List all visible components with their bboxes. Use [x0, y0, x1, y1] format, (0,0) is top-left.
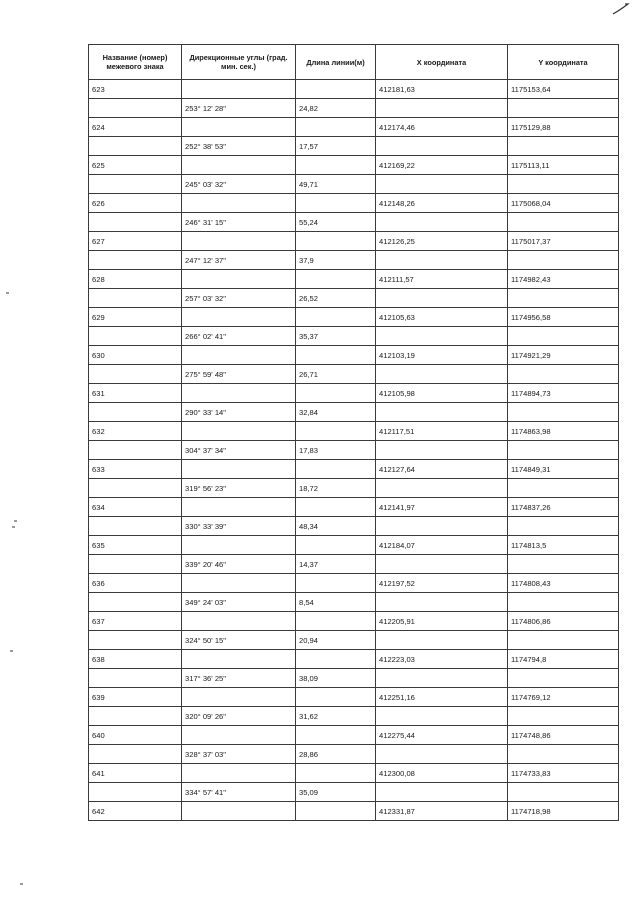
point-y-cell: 1174921,29 — [508, 346, 619, 365]
empty-cell — [296, 574, 376, 593]
point-y-cell: 1174956,58 — [508, 308, 619, 327]
empty-cell — [508, 213, 619, 232]
segment-angle-cell: 304° 37' 34" — [182, 441, 296, 460]
segment-angle-cell: 246° 31' 15" — [182, 213, 296, 232]
segment-angle-cell: 324° 50' 15" — [182, 631, 296, 650]
empty-cell — [89, 669, 182, 688]
point-y-cell: 1174863,98 — [508, 422, 619, 441]
empty-cell — [296, 384, 376, 403]
empty-cell — [508, 669, 619, 688]
segment-length-cell: 48,34 — [296, 517, 376, 536]
table-row-point — [89, 422, 619, 441]
table-row-point — [89, 574, 619, 593]
empty-cell — [376, 745, 508, 764]
point-x-cell: 412184,07 — [376, 536, 508, 555]
empty-cell — [89, 289, 182, 308]
empty-cell — [296, 156, 376, 175]
point-x-cell: 412169,22 — [376, 156, 508, 175]
scan-speck — [14, 520, 17, 522]
empty-cell — [182, 346, 296, 365]
empty-cell — [508, 593, 619, 612]
segment-length-cell: 55,24 — [296, 213, 376, 232]
point-name-cell: 638 — [89, 650, 182, 669]
empty-cell — [376, 327, 508, 346]
point-name-cell: 628 — [89, 270, 182, 289]
segment-angle-cell: 328° 37' 03" — [182, 745, 296, 764]
empty-cell — [182, 802, 296, 821]
table-row-point — [89, 346, 619, 365]
empty-cell — [89, 327, 182, 346]
point-y-cell: 1174769,12 — [508, 688, 619, 707]
empty-cell — [182, 460, 296, 479]
segment-angle-cell: 319° 56' 23" — [182, 479, 296, 498]
table-row-segment — [89, 213, 619, 232]
point-x-cell: 412181,63 — [376, 80, 508, 99]
point-x-cell: 412223,03 — [376, 650, 508, 669]
segment-length-cell: 17,57 — [296, 137, 376, 156]
point-x-cell: 412111,57 — [376, 270, 508, 289]
segment-length-cell: 24,82 — [296, 99, 376, 118]
empty-cell — [296, 650, 376, 669]
empty-cell — [508, 631, 619, 650]
table-row-segment — [89, 251, 619, 270]
empty-cell — [89, 593, 182, 612]
table-row-segment — [89, 631, 619, 650]
empty-cell — [376, 631, 508, 650]
segment-length-cell: 28,86 — [296, 745, 376, 764]
segment-length-cell: 49,71 — [296, 175, 376, 194]
point-x-cell: 412331,87 — [376, 802, 508, 821]
segment-length-cell: 37,9 — [296, 251, 376, 270]
point-y-cell: 1175153,64 — [508, 80, 619, 99]
empty-cell — [89, 631, 182, 650]
segment-angle-cell: 334° 57' 41" — [182, 783, 296, 802]
table-row-point — [89, 764, 619, 783]
empty-cell — [508, 745, 619, 764]
empty-cell — [182, 118, 296, 137]
empty-cell — [376, 365, 508, 384]
segment-angle-cell: 252° 38' 53" — [182, 137, 296, 156]
empty-cell — [89, 441, 182, 460]
table-row-point — [89, 498, 619, 517]
empty-cell — [89, 175, 182, 194]
point-name-cell: 625 — [89, 156, 182, 175]
empty-cell — [376, 289, 508, 308]
empty-cell — [508, 479, 619, 498]
point-y-cell: 1174982,43 — [508, 270, 619, 289]
table-header-row — [89, 45, 619, 80]
empty-cell — [376, 251, 508, 270]
table-body — [89, 80, 619, 821]
segment-angle-cell: 266° 02' 41" — [182, 327, 296, 346]
header-name: Название (номер) межевого знака — [89, 45, 182, 80]
segment-length-cell: 17,83 — [296, 441, 376, 460]
point-x-cell: 412300,08 — [376, 764, 508, 783]
segment-length-cell: 14,37 — [296, 555, 376, 574]
point-y-cell: 1174894,73 — [508, 384, 619, 403]
point-name-cell: 629 — [89, 308, 182, 327]
empty-cell — [508, 327, 619, 346]
empty-cell — [182, 308, 296, 327]
empty-cell — [296, 194, 376, 213]
empty-cell — [508, 403, 619, 422]
point-x-cell: 412251,16 — [376, 688, 508, 707]
empty-cell — [296, 764, 376, 783]
empty-cell — [508, 175, 619, 194]
table-row-segment — [89, 593, 619, 612]
segment-length-cell: 32,84 — [296, 403, 376, 422]
empty-cell — [89, 99, 182, 118]
segment-length-cell: 35,37 — [296, 327, 376, 346]
point-x-cell: 412174,46 — [376, 118, 508, 137]
point-x-cell: 412148,26 — [376, 194, 508, 213]
header-y: Y координата — [508, 45, 619, 80]
table-row-point — [89, 612, 619, 631]
empty-cell — [296, 308, 376, 327]
segment-angle-cell: 349° 24' 03" — [182, 593, 296, 612]
empty-cell — [376, 707, 508, 726]
segment-length-cell: 20,94 — [296, 631, 376, 650]
segment-angle-cell: 320° 09' 26" — [182, 707, 296, 726]
empty-cell — [508, 289, 619, 308]
table-row-point — [89, 726, 619, 745]
point-y-cell: 1174794,8 — [508, 650, 619, 669]
table-row-segment — [89, 441, 619, 460]
point-name-cell: 642 — [89, 802, 182, 821]
empty-cell — [508, 365, 619, 384]
point-name-cell: 630 — [89, 346, 182, 365]
table-row-point — [89, 802, 619, 821]
empty-cell — [182, 574, 296, 593]
point-name-cell: 637 — [89, 612, 182, 631]
empty-cell — [89, 783, 182, 802]
table-row-segment — [89, 707, 619, 726]
empty-cell — [296, 80, 376, 99]
empty-cell — [508, 517, 619, 536]
segment-angle-cell: 253° 12' 28" — [182, 99, 296, 118]
table-row-point — [89, 156, 619, 175]
point-y-cell: 1175068,04 — [508, 194, 619, 213]
empty-cell — [296, 422, 376, 441]
table-row-point — [89, 270, 619, 289]
table-row-point — [89, 384, 619, 403]
empty-cell — [296, 270, 376, 289]
table-row-segment — [89, 289, 619, 308]
empty-cell — [182, 422, 296, 441]
segment-angle-cell: 247° 12' 37" — [182, 251, 296, 270]
point-y-cell: 1175113,11 — [508, 156, 619, 175]
empty-cell — [508, 707, 619, 726]
point-y-cell: 1174718,98 — [508, 802, 619, 821]
table-row-point — [89, 194, 619, 213]
point-x-cell: 412103,19 — [376, 346, 508, 365]
point-y-cell: 1174849,31 — [508, 460, 619, 479]
scan-speck — [10, 650, 13, 652]
empty-cell — [182, 688, 296, 707]
table-row-point — [89, 308, 619, 327]
empty-cell — [89, 555, 182, 574]
point-name-cell: 633 — [89, 460, 182, 479]
empty-cell — [182, 156, 296, 175]
table-row-segment — [89, 517, 619, 536]
empty-cell — [508, 783, 619, 802]
empty-cell — [182, 384, 296, 403]
segment-length-cell: 26,71 — [296, 365, 376, 384]
empty-cell — [376, 213, 508, 232]
point-name-cell: 639 — [89, 688, 182, 707]
table-row-point — [89, 688, 619, 707]
point-x-cell: 412117,51 — [376, 422, 508, 441]
boundary-coordinates-table — [88, 44, 619, 821]
segment-length-cell: 26,52 — [296, 289, 376, 308]
empty-cell — [182, 612, 296, 631]
point-y-cell: 1174806,86 — [508, 612, 619, 631]
point-name-cell: 632 — [89, 422, 182, 441]
segment-angle-cell: 330° 33' 39" — [182, 517, 296, 536]
point-x-cell: 412275,44 — [376, 726, 508, 745]
empty-cell — [376, 555, 508, 574]
empty-cell — [182, 726, 296, 745]
empty-cell — [296, 346, 376, 365]
empty-cell — [376, 479, 508, 498]
empty-cell — [376, 175, 508, 194]
empty-cell — [376, 441, 508, 460]
table-row-segment — [89, 669, 619, 688]
segment-length-cell: 31,62 — [296, 707, 376, 726]
empty-cell — [182, 270, 296, 289]
table-row-segment — [89, 175, 619, 194]
segment-angle-cell: 317° 36' 25" — [182, 669, 296, 688]
empty-cell — [89, 403, 182, 422]
table-row-segment — [89, 403, 619, 422]
empty-cell — [376, 517, 508, 536]
segment-length-cell: 38,09 — [296, 669, 376, 688]
empty-cell — [89, 479, 182, 498]
segment-angle-cell: 275° 59' 48" — [182, 365, 296, 384]
point-x-cell: 412141,97 — [376, 498, 508, 517]
point-y-cell: 1175017,37 — [508, 232, 619, 251]
point-y-cell: 1174808,43 — [508, 574, 619, 593]
segment-angle-cell: 290° 33' 14" — [182, 403, 296, 422]
empty-cell — [508, 251, 619, 270]
segment-length-cell: 8,54 — [296, 593, 376, 612]
segment-angle-cell: 257° 03' 32" — [182, 289, 296, 308]
table-row-point — [89, 118, 619, 137]
segment-angle-cell: 245° 03' 32" — [182, 175, 296, 194]
point-x-cell: 412197,52 — [376, 574, 508, 593]
pen-stroke-mark — [612, 2, 630, 16]
empty-cell — [296, 536, 376, 555]
table-row-segment — [89, 783, 619, 802]
point-y-cell: 1175129,88 — [508, 118, 619, 137]
scan-speck — [6, 292, 9, 294]
point-name-cell: 624 — [89, 118, 182, 137]
empty-cell — [182, 650, 296, 669]
point-y-cell: 1174748,86 — [508, 726, 619, 745]
scan-speck — [12, 526, 15, 528]
header-length: Длина линии(м) — [296, 45, 376, 80]
segment-length-cell: 35,09 — [296, 783, 376, 802]
empty-cell — [182, 536, 296, 555]
empty-cell — [89, 213, 182, 232]
point-name-cell: 627 — [89, 232, 182, 251]
table-row-segment — [89, 745, 619, 764]
empty-cell — [376, 99, 508, 118]
point-y-cell: 1174733,83 — [508, 764, 619, 783]
point-name-cell: 623 — [89, 80, 182, 99]
empty-cell — [508, 441, 619, 460]
header-x: X координата — [376, 45, 508, 80]
empty-cell — [182, 194, 296, 213]
point-x-cell: 412205,91 — [376, 612, 508, 631]
point-x-cell: 412105,98 — [376, 384, 508, 403]
empty-cell — [376, 403, 508, 422]
empty-cell — [376, 593, 508, 612]
empty-cell — [182, 80, 296, 99]
point-name-cell: 635 — [89, 536, 182, 555]
empty-cell — [296, 460, 376, 479]
point-name-cell: 641 — [89, 764, 182, 783]
point-y-cell: 1174813,5 — [508, 536, 619, 555]
empty-cell — [296, 726, 376, 745]
empty-cell — [89, 137, 182, 156]
empty-cell — [508, 555, 619, 574]
point-name-cell: 634 — [89, 498, 182, 517]
table-row-point — [89, 232, 619, 251]
empty-cell — [89, 745, 182, 764]
empty-cell — [89, 365, 182, 384]
scan-speck — [20, 883, 23, 885]
table-row-segment — [89, 555, 619, 574]
point-x-cell: 412105,63 — [376, 308, 508, 327]
point-name-cell: 640 — [89, 726, 182, 745]
empty-cell — [296, 232, 376, 251]
empty-cell — [296, 802, 376, 821]
empty-cell — [376, 783, 508, 802]
point-name-cell: 626 — [89, 194, 182, 213]
table-row-point — [89, 80, 619, 99]
empty-cell — [376, 137, 508, 156]
empty-cell — [89, 251, 182, 270]
table-row-segment — [89, 99, 619, 118]
point-x-cell: 412126,25 — [376, 232, 508, 251]
table-row-point — [89, 536, 619, 555]
table-row-point — [89, 650, 619, 669]
empty-cell — [296, 498, 376, 517]
empty-cell — [182, 498, 296, 517]
empty-cell — [296, 118, 376, 137]
empty-cell — [508, 137, 619, 156]
table-row-segment — [89, 365, 619, 384]
empty-cell — [508, 99, 619, 118]
header-angle: Дирекционные углы (град. мин. сек.) — [182, 45, 296, 80]
empty-cell — [182, 232, 296, 251]
point-name-cell: 636 — [89, 574, 182, 593]
empty-cell — [296, 612, 376, 631]
point-x-cell: 412127,64 — [376, 460, 508, 479]
table-row-segment — [89, 137, 619, 156]
empty-cell — [296, 688, 376, 707]
segment-length-cell: 18,72 — [296, 479, 376, 498]
table-row-segment — [89, 327, 619, 346]
empty-cell — [89, 517, 182, 536]
table-row-point — [89, 460, 619, 479]
point-name-cell: 631 — [89, 384, 182, 403]
empty-cell — [182, 764, 296, 783]
table-row-segment — [89, 479, 619, 498]
empty-cell — [376, 669, 508, 688]
segment-angle-cell: 339° 20' 46" — [182, 555, 296, 574]
point-y-cell: 1174837,26 — [508, 498, 619, 517]
empty-cell — [89, 707, 182, 726]
